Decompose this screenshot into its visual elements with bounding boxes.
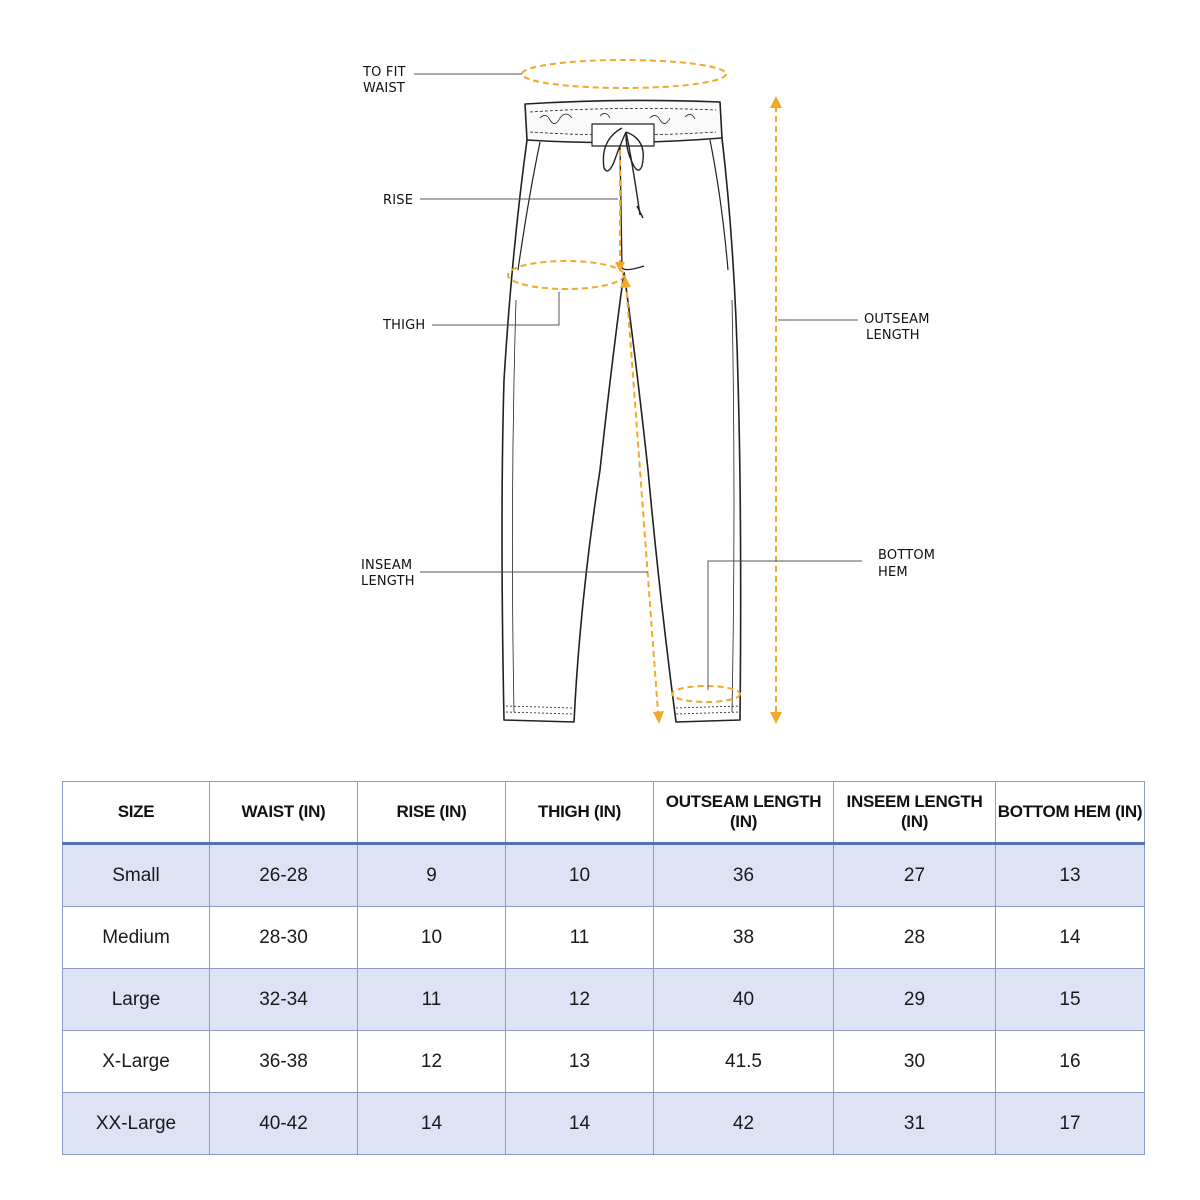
cell-rise: 14	[358, 1093, 506, 1155]
cell-bottom-hem: 15	[996, 969, 1145, 1031]
size-chart-table	[62, 781, 1145, 1155]
header-outseam: OUTSEAM LENGTH (IN)	[654, 782, 834, 844]
hem-guide	[672, 686, 740, 702]
table-row	[63, 844, 1145, 907]
label-rise: RISE	[383, 193, 414, 208]
label-inseam-line1: INSEAM	[361, 558, 413, 573]
label-inseam-line2: LENGTH	[361, 574, 415, 589]
cell-size: Small	[63, 844, 210, 907]
table-row	[63, 969, 1145, 1031]
cell-outseam: 42	[654, 1093, 834, 1155]
table-header-row	[63, 782, 1145, 844]
cell-thigh: 11	[506, 907, 654, 969]
cell-waist: 28-30	[210, 907, 358, 969]
label-outseam-line1: OUTSEAM	[864, 312, 930, 327]
header-thigh: THIGH (IN)	[506, 782, 654, 844]
label-hem-line1: BOTTOM	[878, 548, 936, 563]
label-hem-line2: HEM	[878, 565, 908, 580]
cell-bottom-hem: 14	[996, 907, 1145, 969]
label-waist-line2: WAIST	[363, 81, 406, 96]
cell-inseam: 31	[834, 1093, 996, 1155]
table-row	[63, 1093, 1145, 1155]
cell-thigh: 12	[506, 969, 654, 1031]
cell-thigh: 14	[506, 1093, 654, 1155]
cell-rise: 11	[358, 969, 506, 1031]
table-row	[63, 907, 1145, 969]
cell-bottom-hem: 17	[996, 1093, 1145, 1155]
thigh-guide	[508, 261, 624, 289]
header-inseam: INSEEM LENGTH (IN)	[834, 782, 996, 844]
cell-inseam: 28	[834, 907, 996, 969]
header-bottom-hem: BOTTOM HEM (IN)	[996, 782, 1145, 844]
cell-bottom-hem: 13	[996, 844, 1145, 907]
cell-rise: 10	[358, 907, 506, 969]
measurement-guides	[508, 60, 776, 714]
cell-inseam: 29	[834, 969, 996, 1031]
cell-rise: 12	[358, 1031, 506, 1093]
pants-drawing	[502, 100, 741, 722]
cell-outseam: 38	[654, 907, 834, 969]
cell-size: Large	[63, 969, 210, 1031]
cell-inseam: 30	[834, 1031, 996, 1093]
cell-waist: 40-42	[210, 1093, 358, 1155]
cell-outseam: 41.5	[654, 1031, 834, 1093]
cell-outseam: 40	[654, 969, 834, 1031]
cell-size: XX-Large	[63, 1093, 210, 1155]
guide-arrowheads	[615, 96, 782, 724]
cell-inseam: 27	[834, 844, 996, 907]
header-rise: RISE (IN)	[358, 782, 506, 844]
cell-size: X-Large	[63, 1031, 210, 1093]
cell-outseam: 36	[654, 844, 834, 907]
cell-bottom-hem: 16	[996, 1031, 1145, 1093]
cell-size: Medium	[63, 907, 210, 969]
cell-waist: 26-28	[210, 844, 358, 907]
label-thigh: THIGH	[383, 318, 426, 333]
cell-thigh: 13	[506, 1031, 654, 1093]
cell-waist: 36-38	[210, 1031, 358, 1093]
inseam-guide	[626, 282, 658, 712]
waist-guide	[522, 60, 726, 88]
cell-rise: 9	[358, 844, 506, 907]
label-outseam-line2: LENGTH	[866, 328, 920, 343]
table-row	[63, 1031, 1145, 1093]
header-waist: WAIST (IN)	[210, 782, 358, 844]
cell-thigh: 10	[506, 844, 654, 907]
cell-waist: 32-34	[210, 969, 358, 1031]
label-waist-line1: TO FIT	[363, 65, 406, 80]
header-size: SIZE	[63, 782, 210, 844]
